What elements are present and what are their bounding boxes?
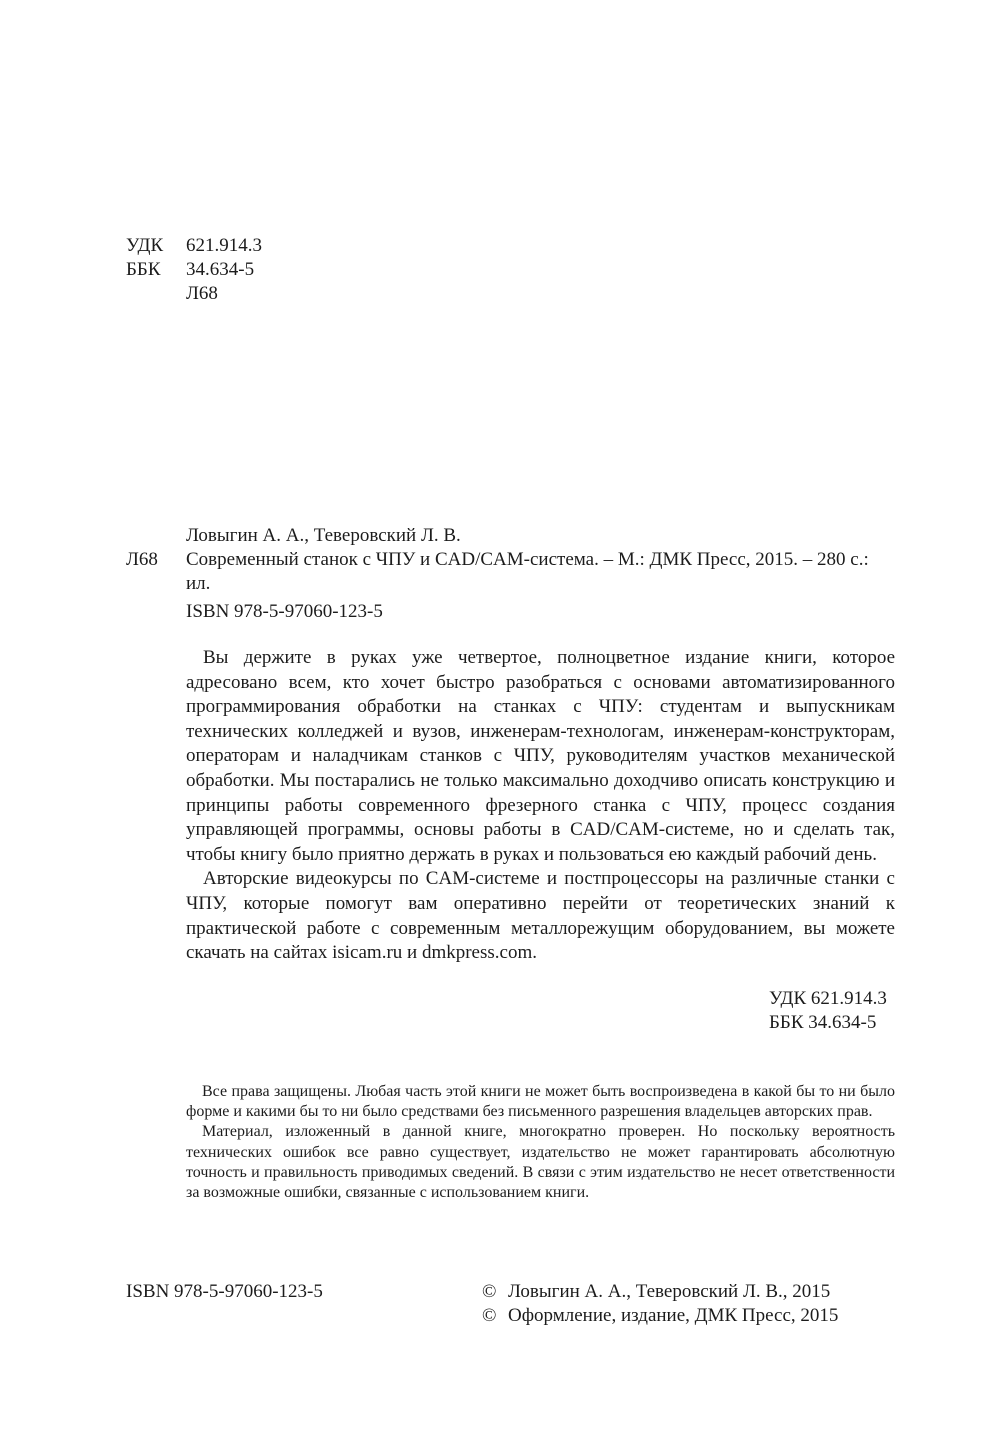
rights-notice bbox=[186, 1082, 895, 1203]
annotation-paragraph-2: Авторские видеокурсы по CAM-системе и постпроцессоры на различные станки с ЧПУ, которые помогут вам оперативно перейти от теоретических знаний к практической работе с современным металлорежущим оборудованием, вы можете скачать на сайтах isicam.ru и dmkpress.com. bbox=[186, 868, 895, 964]
bib-title-line2: ил. bbox=[186, 573, 211, 594]
rights-paragraph-1: Все права защищены. Любая часть этой книги не может быть воспроизведена в какой бы то ни было форме и какими бы то ни было средствами без письменного разрешения владельцев авторских прав. bbox=[186, 1083, 895, 1121]
bib-authors: Ловыгин А. А., Теверовский Л. В. bbox=[186, 525, 461, 546]
copyright-line-1 bbox=[482, 1280, 830, 1304]
footer-isbn: ISBN 978-5-97060-123-5 bbox=[126, 1281, 323, 1302]
copyright-symbol: © bbox=[482, 1281, 497, 1302]
copyright-symbol: © bbox=[482, 1305, 497, 1326]
udk-label: УДК bbox=[126, 235, 164, 256]
bbk-value: 34.634-5 bbox=[186, 259, 255, 280]
bib-author-mark: Л68 bbox=[126, 549, 158, 570]
bib-isbn: ISBN 978-5-97060-123-5 bbox=[186, 601, 383, 622]
right-udk: УДК 621.914.3 bbox=[769, 988, 887, 1009]
bib-title-line1: Современный станок с ЧПУ и CAD/CAM-система. – М.: ДМК Пресс, 2015. – 280 с.: bbox=[186, 549, 869, 570]
bbk-label: ББК bbox=[126, 259, 161, 280]
rights-paragraph-2: Материал, изложенный в данной книге, многократно проверен. Но поскольку вероятность технических ошибок все равно существует, издательство не может гарантировать абсолютную точность и правильность приводимых сведений. В связи с этим издательство не несет ответственности за возможные ошибки, связанные с использованием книги. bbox=[186, 1123, 895, 1202]
annotation bbox=[186, 646, 895, 966]
copyright-text-2: Оформление, издание, ДМК Пресс, 2015 bbox=[508, 1305, 839, 1326]
author-mark: Л68 bbox=[186, 283, 218, 304]
right-bbk: ББК 34.634-5 bbox=[769, 1012, 877, 1033]
udk-value: 621.914.3 bbox=[186, 235, 262, 256]
copyright-line-2 bbox=[482, 1304, 838, 1328]
annotation-paragraph-1: Вы держите в руках уже четвертое, полноцветное издание книги, которое адресовано всем, кто хочет быстро разобраться с основами автоматизированного программирования обработки на станках с ЧПУ: студентам и выпускникам технических колледжей и вузов, инженерам-технологам, инженерам-конструкторам, операторам и наладчикам станков с ЧПУ, руководителям участков механической обработки. Мы постарались не только максимально доходчиво описать конструкцию и принципы работы современного фрезерного станка с ЧПУ, процесс создания управляющей программы, основы работы в CAD/CAM-системе, но и сделать так, чтобы книгу было приятно держать в руках и пользоваться ею каждый рабочий день. bbox=[186, 647, 895, 865]
copyright-text-1: Ловыгин А. А., Теверовский Л. В., 2015 bbox=[508, 1281, 831, 1302]
